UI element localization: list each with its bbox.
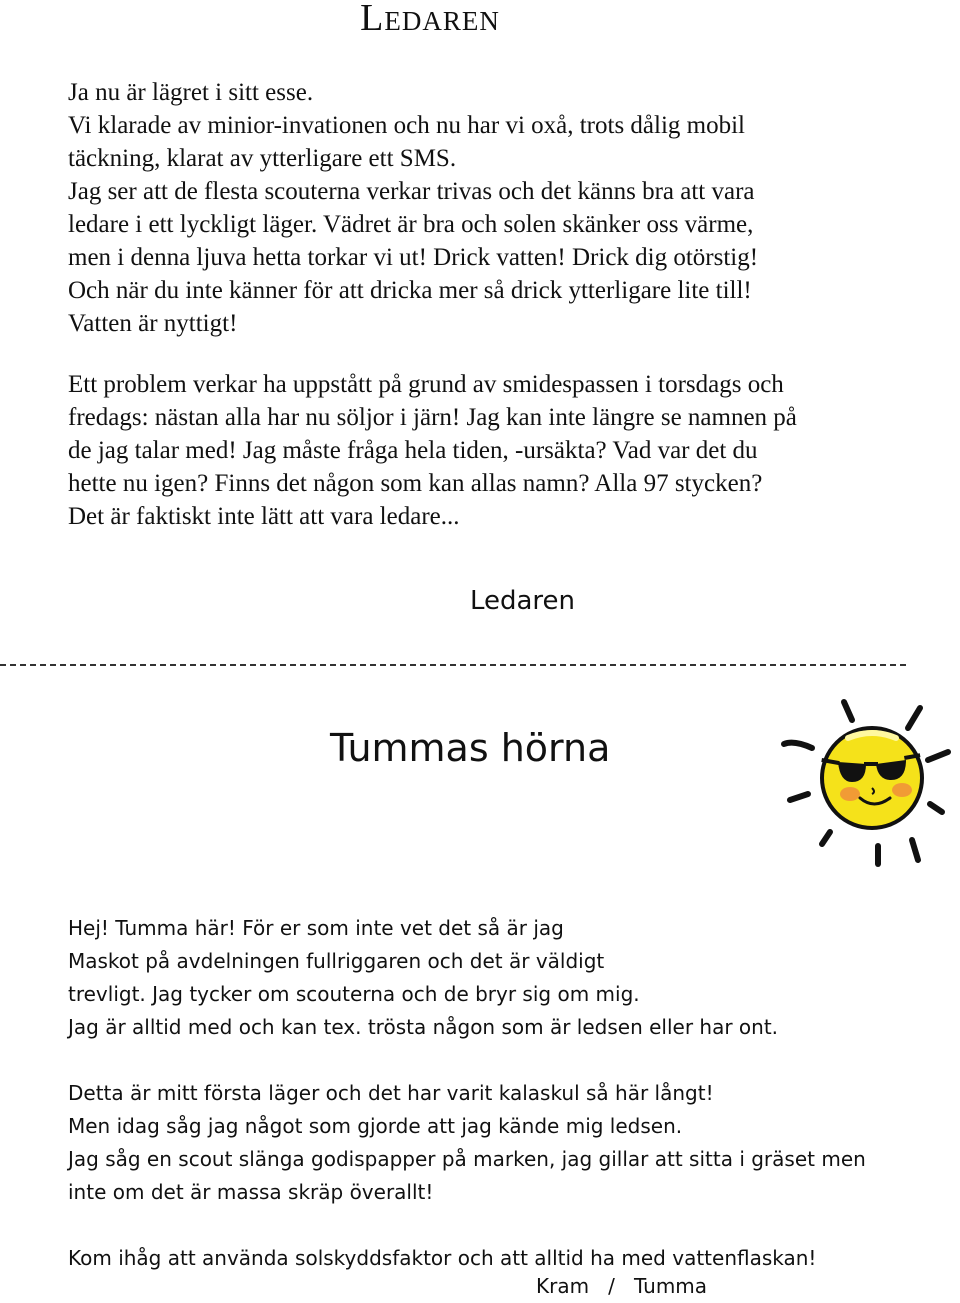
letter-line: fredags: nästan alla har nu söljor i järn! Jag kan inte längre se namnen på xyxy=(68,404,797,431)
leader-letter xyxy=(68,76,948,533)
tumma-signature: Kram / Tumma xyxy=(536,1274,708,1298)
letter-line: Jag är alltid med och kan tex. trösta någon som är ledsen eller har ont. xyxy=(68,1015,779,1039)
page-title: Ledaren xyxy=(360,0,500,39)
letter-line: Kom ihåg att använda solskyddsfaktor och att alltid ha med vattenflaskan! xyxy=(68,1246,817,1270)
letter-line: Det är faktiskt inte lätt att vara ledare... xyxy=(68,503,460,530)
letter-line: Ett problem verkar ha uppstått på grund av smidespassen i torsdags och xyxy=(68,371,784,398)
tumma-letter xyxy=(68,912,948,1275)
letter-line: Maskot på avdelningen fullriggaren och det är väldigt xyxy=(68,949,605,973)
section-divider xyxy=(0,664,906,666)
letter-line: Detta är mitt första läger och det har varit kalaskul så här långt! xyxy=(68,1081,714,1105)
sun-with-sunglasses-icon xyxy=(778,694,954,872)
letter-line: Vi klarade av minior-invationen och nu har vi oxå, trots dålig mobil xyxy=(68,112,746,139)
letter-line: hette nu igen? Finns det någon som kan allas namn? Alla 97 stycken? xyxy=(68,470,763,497)
letter-line: Jag såg en scout slänga godispapper på marken, jag gillar att sitta i gräset men xyxy=(68,1147,866,1171)
letter-line: Och när du inte känner för att dricka mer så drick ytterligare lite till! xyxy=(68,277,752,304)
letter-line: Vatten är nyttigt! xyxy=(68,310,238,337)
letter-line: Ja nu är lägret i sitt esse. xyxy=(68,79,314,106)
letter-line: inte om det är massa skräp överallt! xyxy=(68,1180,434,1204)
letter-line: Jag ser att de flesta scouterna verkar trivas och det känns bra att vara xyxy=(68,178,755,205)
leader-signature: Ledaren xyxy=(469,586,576,616)
letter-line: Hej! Tumma här! För er som inte vet det så är jag xyxy=(68,916,564,940)
letter-line: de jag talar med! Jag måste fråga hela tiden, -ursäkta? Vad var det du xyxy=(68,437,758,464)
letter-line: Men idag såg jag något som gjorde att jag kände mig ledsen. xyxy=(68,1114,683,1138)
letter-line: täckning, klarat av ytterligare ett SMS. xyxy=(68,145,457,172)
letter-line: trevligt. Jag tycker om scouterna och de bryr sig om mig. xyxy=(68,982,640,1006)
section-title: Tummas hörna xyxy=(330,726,611,770)
letter-line: men i denna ljuva hetta torkar vi ut! Drick vatten! Drick dig otörstig! xyxy=(68,244,759,271)
letter-line: ledare i ett lyckligt läger. Vädret är bra och solen skänker oss värme, xyxy=(68,211,754,238)
